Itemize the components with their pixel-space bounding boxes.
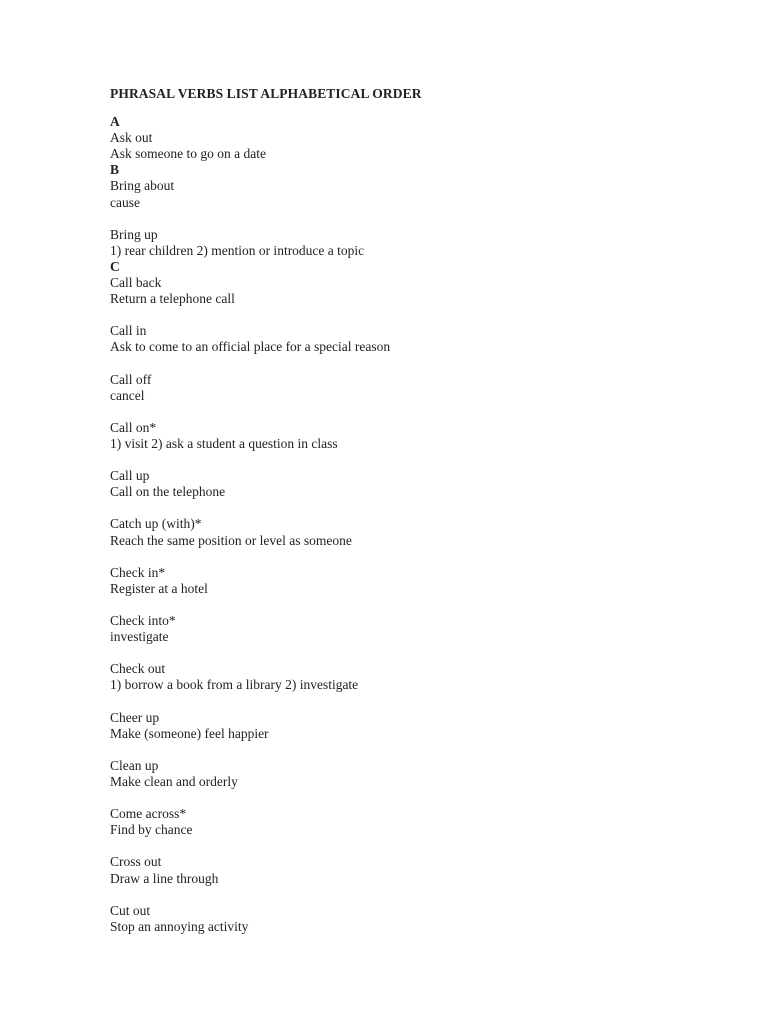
entry-definition: Make (someone) feel happier: [110, 725, 269, 741]
entry: [110, 710, 710, 742]
entry: [110, 903, 710, 935]
spacer: [110, 500, 710, 516]
entry-definition: Reach the same position or level as someone: [110, 532, 352, 548]
section-letter: C: [110, 258, 120, 274]
entry: [110, 806, 710, 838]
entry-definition: Ask to come to an official place for a special reason: [110, 339, 391, 355]
spacer: [110, 549, 710, 565]
entry: [110, 323, 710, 355]
entry-definition: Call on the telephone: [110, 484, 226, 500]
spacer: [110, 404, 710, 420]
entry-definition: 1) rear children 2) mention or introduce a topic: [110, 242, 365, 258]
entry-verb: Call in: [110, 323, 147, 339]
entry-verb: Check into*: [110, 613, 176, 628]
entry-verb: Come across*: [110, 806, 187, 822]
spacer: [110, 838, 710, 854]
entry: [110, 468, 710, 500]
section-letter: B: [110, 162, 120, 178]
entry: [110, 758, 710, 790]
spacer: [110, 307, 710, 323]
entry-definition: Make clean and orderly: [110, 773, 238, 789]
spacer: [110, 742, 710, 758]
entry-verb: Cut out: [110, 902, 151, 918]
section-a: [110, 114, 710, 162]
entry-definition: Stop an annoying activity: [110, 918, 249, 934]
entry-verb: Cross out: [110, 854, 162, 870]
entry: [110, 516, 710, 548]
entry-verb: Check in*: [110, 564, 166, 580]
spacer: [110, 887, 710, 903]
entry-verb: Call up: [110, 468, 150, 484]
entry: [110, 372, 710, 404]
spacer: [110, 790, 710, 806]
spacer: [110, 356, 710, 372]
entry-verb: Bring about: [110, 178, 175, 194]
spacer: [110, 693, 710, 709]
entry: [110, 565, 710, 597]
spacer: [110, 597, 710, 613]
entry-definition: Draw a line through: [110, 870, 219, 886]
entry-definition: investigate: [110, 629, 169, 645]
entry: [110, 661, 710, 693]
entry-verb: Call on*: [110, 419, 157, 435]
entry-definition: Find by chance: [110, 822, 193, 838]
entry-verb: Clean up: [110, 757, 159, 773]
entry-verb: Call back: [110, 275, 162, 291]
entry-definition: 1) visit 2) ask a student a question in class: [110, 435, 338, 451]
entry-definition: Return a telephone call: [110, 291, 235, 307]
entry: [110, 854, 710, 886]
entry-verb: Call off: [110, 371, 152, 387]
entry-verb: Check out: [110, 661, 166, 677]
section-b: [110, 162, 710, 259]
entry-verb: Ask out: [110, 130, 153, 146]
entry-definition: 1) borrow a book from a library 2) investigate: [110, 677, 359, 693]
spacer: [110, 645, 710, 661]
section-letter: A: [110, 114, 120, 130]
entry-verb: Catch up (with)*: [110, 516, 202, 532]
entry: [110, 178, 710, 210]
page-title: PHRASAL VERBS LIST ALPHABETICAL ORDER: [110, 86, 422, 101]
entry: [110, 613, 710, 645]
entry: [110, 275, 710, 307]
entry-definition: cancel: [110, 387, 145, 403]
document-page: [110, 86, 710, 935]
entry-verb: Bring up: [110, 226, 158, 242]
entry: [110, 130, 710, 162]
entry: [110, 227, 710, 259]
entry-definition: Register at a hotel: [110, 580, 208, 596]
section-c: [110, 259, 710, 935]
entry-definition: Ask someone to go on a date: [110, 146, 266, 162]
entry-verb: Cheer up: [110, 709, 160, 725]
spacer: [110, 211, 710, 227]
spacer: [110, 452, 710, 468]
entry-definition: cause: [110, 194, 140, 210]
entry: [110, 420, 710, 452]
